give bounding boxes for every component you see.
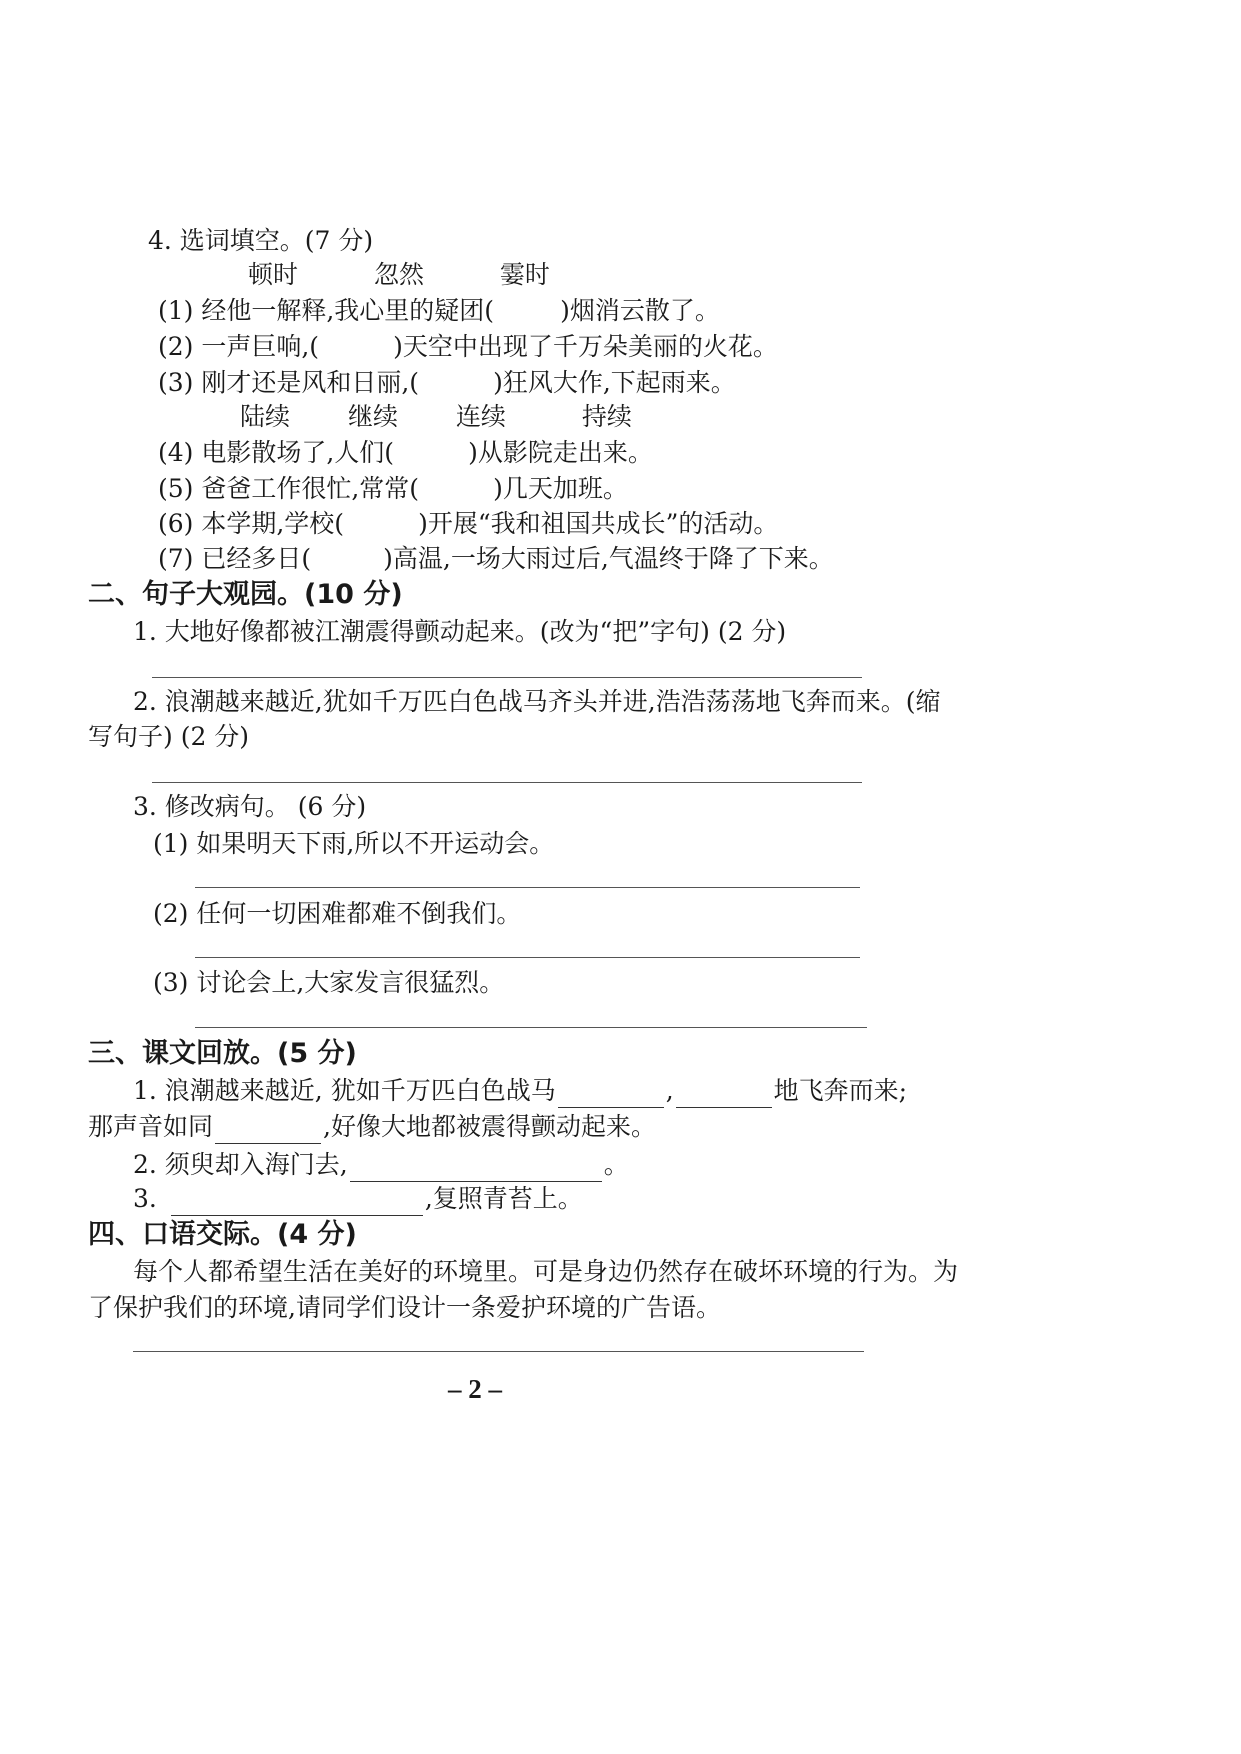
fill-text: 1. 浪潮越来越近, 犹如千万匹白色战马 xyxy=(133,1076,556,1105)
item-text-after: )从影院走出来。 xyxy=(468,438,653,467)
fill-blank[interactable] xyxy=(676,1081,772,1108)
answer-line[interactable] xyxy=(195,887,860,888)
sec2-q3: 3. 修改病句。 (6 分) xyxy=(133,792,367,821)
page-number: – 2 – xyxy=(448,1374,502,1404)
item-text-before: (2) 一声巨响,( xyxy=(158,332,320,361)
fill-text: 那声音如同 xyxy=(88,1112,214,1141)
word-option: 顿时 xyxy=(248,260,299,289)
fill-blank[interactable] xyxy=(215,1117,321,1144)
item-text-after: )狂风大作,下起雨来。 xyxy=(493,368,736,397)
word-group-1 xyxy=(248,258,550,292)
fill-text: 。 xyxy=(603,1150,629,1179)
fill-blank[interactable] xyxy=(350,1155,602,1182)
sec2-q2-line2: 写句子) (2 分) xyxy=(88,722,250,751)
sec2-q3-item-1: (1) 如果明天下雨,所以不开运动会。 xyxy=(153,829,555,858)
section-4-heading: 四、口语交际。(4 分) xyxy=(88,1219,357,1250)
sec4-paragraph-line-1: 每个人都希望生活在美好的环境里。可是身边仍然存在破坏环境的行为。为 xyxy=(133,1257,959,1286)
item-text-before: (6) 本学期,学校( xyxy=(158,509,345,538)
item-text-before: (7) 已经多日( xyxy=(158,544,312,573)
fill-text: 3. xyxy=(133,1184,157,1213)
word-option: 忽然 xyxy=(373,260,424,289)
fill-text: ,复照青苔上。 xyxy=(424,1184,583,1213)
word-option: 陆续 xyxy=(240,402,291,431)
sec2-q1: 1. 大地好像都被江潮震得颤动起来。(改为“把”字句) (2 分) xyxy=(133,617,787,646)
item-text-before: (5) 爸爸工作很忙,常常( xyxy=(158,474,420,503)
sec2-q3-item-2: (2) 任何一切困难都难不倒我们。 xyxy=(153,899,522,928)
sec3-line-4 xyxy=(133,1182,583,1216)
word-group-2 xyxy=(240,400,632,434)
answer-line[interactable] xyxy=(152,677,862,678)
item-text-before: (3) 刚才还是风和日丽,( xyxy=(158,368,420,397)
sec3-line-3 xyxy=(133,1148,629,1182)
q4-item-1 xyxy=(158,294,720,328)
word-option: 持续 xyxy=(581,402,632,431)
sec3-line-1 xyxy=(133,1074,907,1108)
section-3-heading: 三、课文回放。(5 分) xyxy=(88,1038,357,1069)
q4-item-3 xyxy=(158,366,736,400)
q4-item-4 xyxy=(158,436,653,470)
word-option: 连续 xyxy=(455,402,506,431)
sec2-q3-item-3: (3) 讨论会上,大家发言很猛烈。 xyxy=(153,968,505,997)
fill-blank[interactable] xyxy=(171,1189,423,1216)
answer-line[interactable] xyxy=(195,1027,867,1028)
fill-text: , xyxy=(665,1076,674,1105)
word-option: 继续 xyxy=(347,402,398,431)
q4-item-2 xyxy=(158,330,778,364)
sec4-paragraph-line-2: 了保护我们的环境,请同学们设计一条爱护环境的广告语。 xyxy=(88,1293,721,1322)
q4-item-7 xyxy=(158,542,834,576)
item-text-before: (4) 电影散场了,人们( xyxy=(158,438,395,467)
sec2-q2-line1: 2. 浪潮越来越近,犹如千万匹白色战马齐头并进,浩浩荡荡地飞奔而来。(缩 xyxy=(133,687,941,716)
q4-item-5 xyxy=(158,472,628,506)
item-text-after: )开展“我和祖国共成长”的活动。 xyxy=(418,509,779,538)
fill-text: 2. 须臾却入海门去, xyxy=(133,1150,348,1179)
answer-line[interactable] xyxy=(195,957,860,958)
item-text-after: )烟消云散了。 xyxy=(560,296,720,325)
fill-blank[interactable] xyxy=(558,1081,664,1108)
answer-line[interactable] xyxy=(133,1351,864,1352)
word-option: 霎时 xyxy=(499,260,550,289)
sec3-line-2 xyxy=(88,1110,656,1144)
item-text-before: (1) 经他一解释,我心里的疑团( xyxy=(158,296,495,325)
fill-text: ,好像大地都被震得颤动起来。 xyxy=(323,1112,656,1141)
q4-item-6 xyxy=(158,507,778,541)
q4-title: 4. 选词填空。(7 分) xyxy=(148,226,374,255)
item-text-after: )天空中出现了千万朵美丽的火花。 xyxy=(393,332,778,361)
item-text-after: )高温,一场大雨过后,气温终于降了下来。 xyxy=(383,544,834,573)
answer-line[interactable] xyxy=(152,782,862,783)
section-2-heading: 二、句子大观园。(10 分) xyxy=(88,579,403,610)
fill-text: 地飞奔而来; xyxy=(773,1076,908,1105)
item-text-after: )几天加班。 xyxy=(493,474,628,503)
